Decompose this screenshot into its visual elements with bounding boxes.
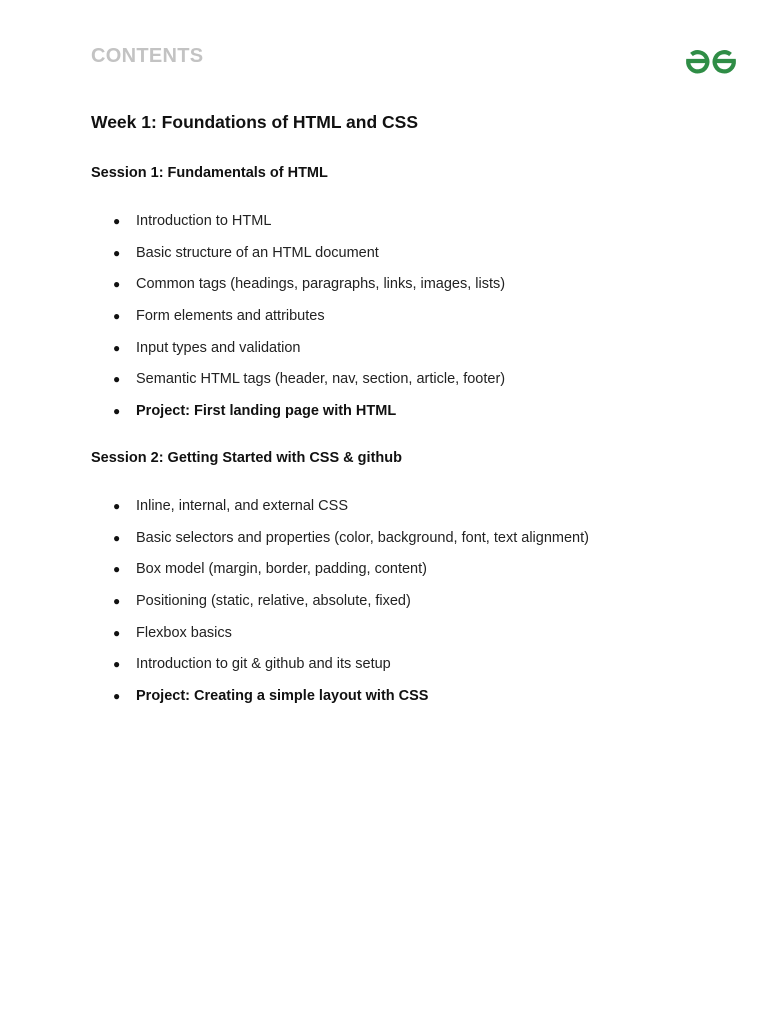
session-title-2: Session 2: Getting Started with CSS & github xyxy=(91,450,402,466)
bullet-icon: ● xyxy=(113,309,121,324)
list-item-text: Introduction to HTML xyxy=(136,213,272,229)
list-item-text: Basic structure of an HTML document xyxy=(136,244,379,261)
bullet-icon: ● xyxy=(113,372,121,387)
bullet-icon: ● xyxy=(113,277,121,292)
session-title-1: Session 1: Fundamentals of HTML xyxy=(91,165,328,181)
bullet-icon: ● xyxy=(113,689,121,704)
list-item-text: Positioning (static, relative, absolute, fixed) xyxy=(136,593,411,610)
bullet-icon: ● xyxy=(113,404,121,419)
list-item-text: Flexbox basics xyxy=(136,624,232,641)
list-item-text: Project: Creating a simple layout with CSS xyxy=(136,688,429,705)
list-item-text: Project: First landing page with HTML xyxy=(136,403,397,420)
list-item-text: Box model (margin, border, padding, content) xyxy=(136,561,427,578)
bullet-icon: ● xyxy=(113,214,121,228)
list-item-text: Common tags (headings, paragraphs, links, images, lists) xyxy=(136,276,506,293)
bullet-icon: ● xyxy=(113,625,121,640)
list-item-text: Semantic HTML tags (header, nav, section, article, footer) xyxy=(136,371,506,388)
list-item-text: Input types and validation xyxy=(136,339,301,356)
list-item-text: Inline, internal, and external CSS xyxy=(136,498,348,514)
bullet-icon: ● xyxy=(113,245,121,260)
list-item-text: Basic selectors and properties (color, background, font, text alignment) xyxy=(136,529,589,546)
bullet-icon: ● xyxy=(113,499,121,513)
list-item-text: Form elements and attributes xyxy=(136,308,325,325)
page-header-label: CONTENTS xyxy=(91,45,204,67)
bullet-icon: ● xyxy=(113,562,121,577)
week-title: Week 1: Foundations of HTML and CSS xyxy=(91,112,419,132)
bullet-icon: ● xyxy=(113,594,121,609)
list-item-text: Introduction to git & github and its setup xyxy=(136,656,391,673)
geeksforgeeks-logo-icon xyxy=(683,44,739,78)
bullet-icon: ● xyxy=(113,657,121,672)
bullet-icon: ● xyxy=(113,340,121,355)
bullet-icon: ● xyxy=(113,530,121,545)
